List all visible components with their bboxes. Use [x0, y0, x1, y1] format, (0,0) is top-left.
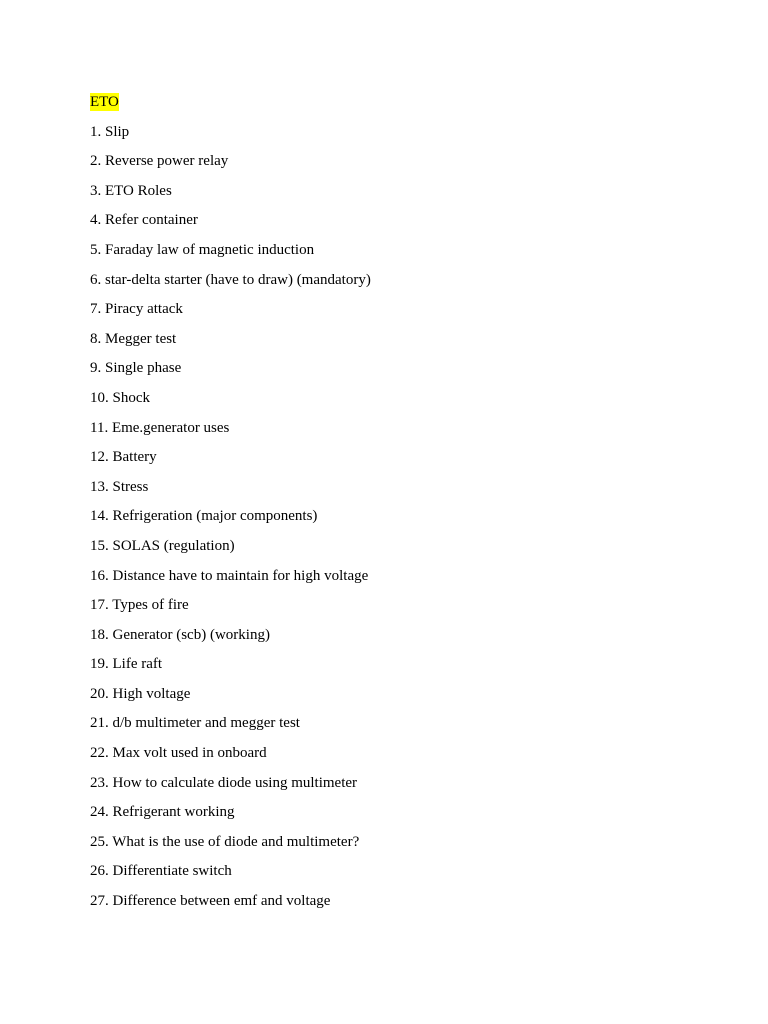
list-item: 10. Shock [90, 389, 150, 406]
list-item: 7. Piracy attack [90, 301, 183, 318]
list-item: 20. High voltage [90, 685, 191, 702]
list-item: 3. ETO Roles [90, 182, 172, 199]
highlighted-heading: ETO [90, 94, 119, 110]
list-item: 9. Single phase [90, 360, 182, 377]
list-item: 2. Reverse power relay [90, 153, 229, 170]
list-item: 22. Max volt used in onboard [90, 745, 267, 762]
list-item: 17. Types of fire [90, 597, 189, 614]
list-item: 21. d/b multimeter and megger test [90, 715, 300, 732]
list-item: 1. Slip [90, 123, 130, 140]
list-item: 5. Faraday law of magnetic induction [90, 241, 315, 258]
list-item: 13. Stress [90, 478, 149, 495]
list-item: 4. Refer container [90, 212, 198, 229]
list-item: 25. What is the use of diode and multimeter? [90, 833, 360, 850]
list-item: 14. Refrigeration (major components) [90, 508, 318, 525]
list-item: 26. Differentiate switch [90, 863, 232, 880]
heading-line [90, 91, 710, 121]
list-item: 11. Eme.generator uses [90, 419, 230, 436]
list-item: 24. Refrigerant working [90, 804, 235, 821]
list-item: 12. Battery [90, 449, 157, 466]
list-item: 27. Difference between emf and voltage [90, 893, 331, 910]
list-item: 23. How to calculate diode using multimeter [90, 774, 358, 791]
list-item: 16. Distance have to maintain for high voltage [90, 567, 369, 584]
list-item: 6. star-delta starter (have to draw) (mandatory) [90, 271, 371, 288]
question-list [90, 121, 710, 920]
list-item: 8. Megger test [90, 330, 177, 347]
list-item: 15. SOLAS (regulation) [90, 537, 235, 554]
list-item: 18. Generator (scb) (working) [90, 626, 270, 643]
list-item: 19. Life raft [90, 656, 163, 673]
document-body [90, 91, 710, 920]
